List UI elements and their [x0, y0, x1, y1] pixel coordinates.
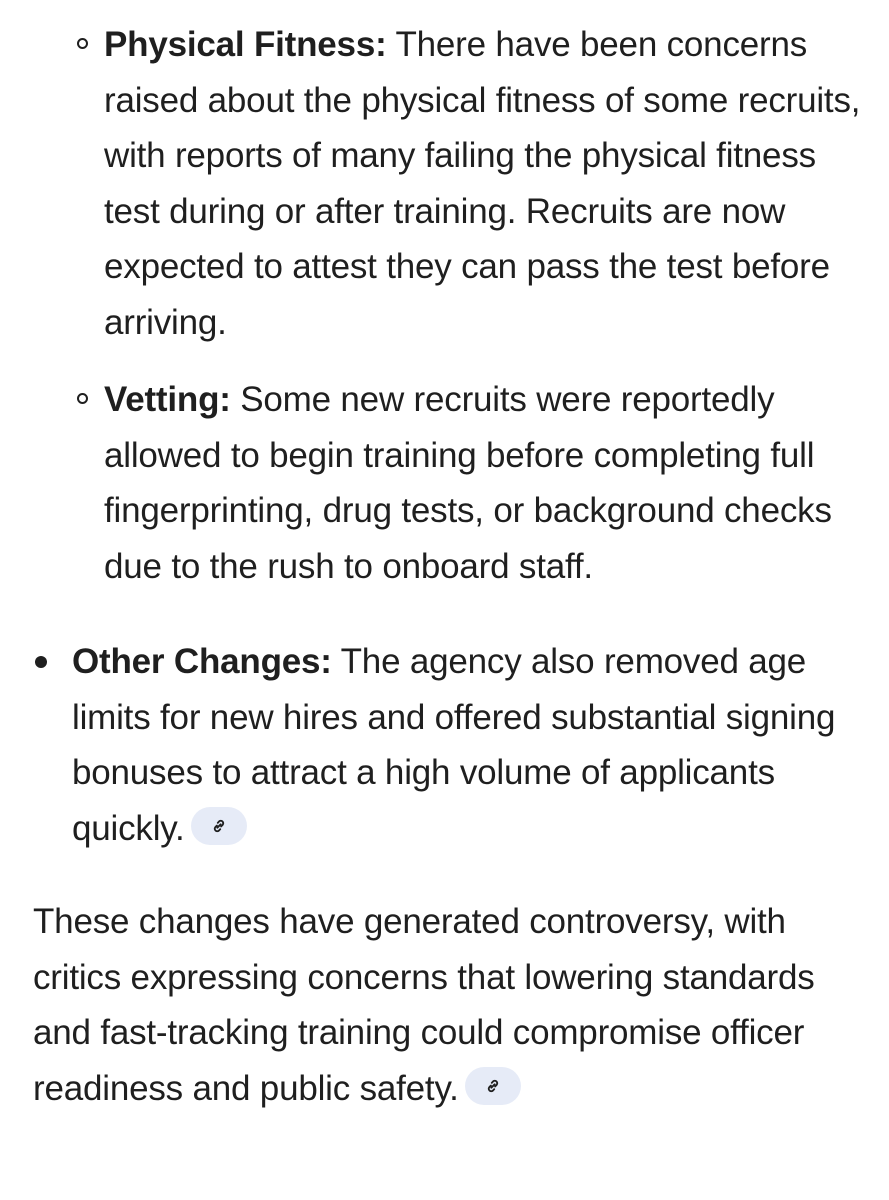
link-icon: [209, 816, 229, 836]
hollow-bullet-icon: [77, 393, 88, 404]
bullet-icon: [35, 656, 47, 668]
sub-item-label: Vetting:: [104, 380, 231, 419]
sub-list-item-vetting: [104, 372, 874, 594]
closing-paragraph: [33, 894, 863, 1116]
sub-item-text: Some new recruits were reportedly allowed to begin training before completing full fingerprinting, drug tests, or background checks due to the rush to onboard staff.: [104, 380, 832, 586]
sub-item-text: There have been concerns raised about the physical fitness of some recruits, with reports of many failing the physical fitness test during or after training. Recruits are now expected to attest they can pass the test before arriving.: [104, 25, 861, 342]
hollow-bullet-icon: [77, 38, 88, 49]
sub-list-item-physical-fitness: [104, 17, 874, 350]
source-link-button[interactable]: [191, 807, 247, 845]
list-item-other-changes: [72, 634, 872, 856]
sub-item-label: Physical Fitness:: [104, 25, 387, 64]
link-icon: [483, 1076, 503, 1096]
list-item-text: The agency also removed age limits for new hires and offered substantial signing bonuses to attract a high volume of applicants quickly.: [72, 642, 836, 848]
list-item-label: Other Changes:: [72, 642, 332, 681]
closing-text: These changes have generated controversy, with critics expressing concerns that lowering standards and fast-tracking training could compromise officer readiness and public safety.: [33, 902, 815, 1108]
source-link-button[interactable]: [465, 1067, 521, 1105]
